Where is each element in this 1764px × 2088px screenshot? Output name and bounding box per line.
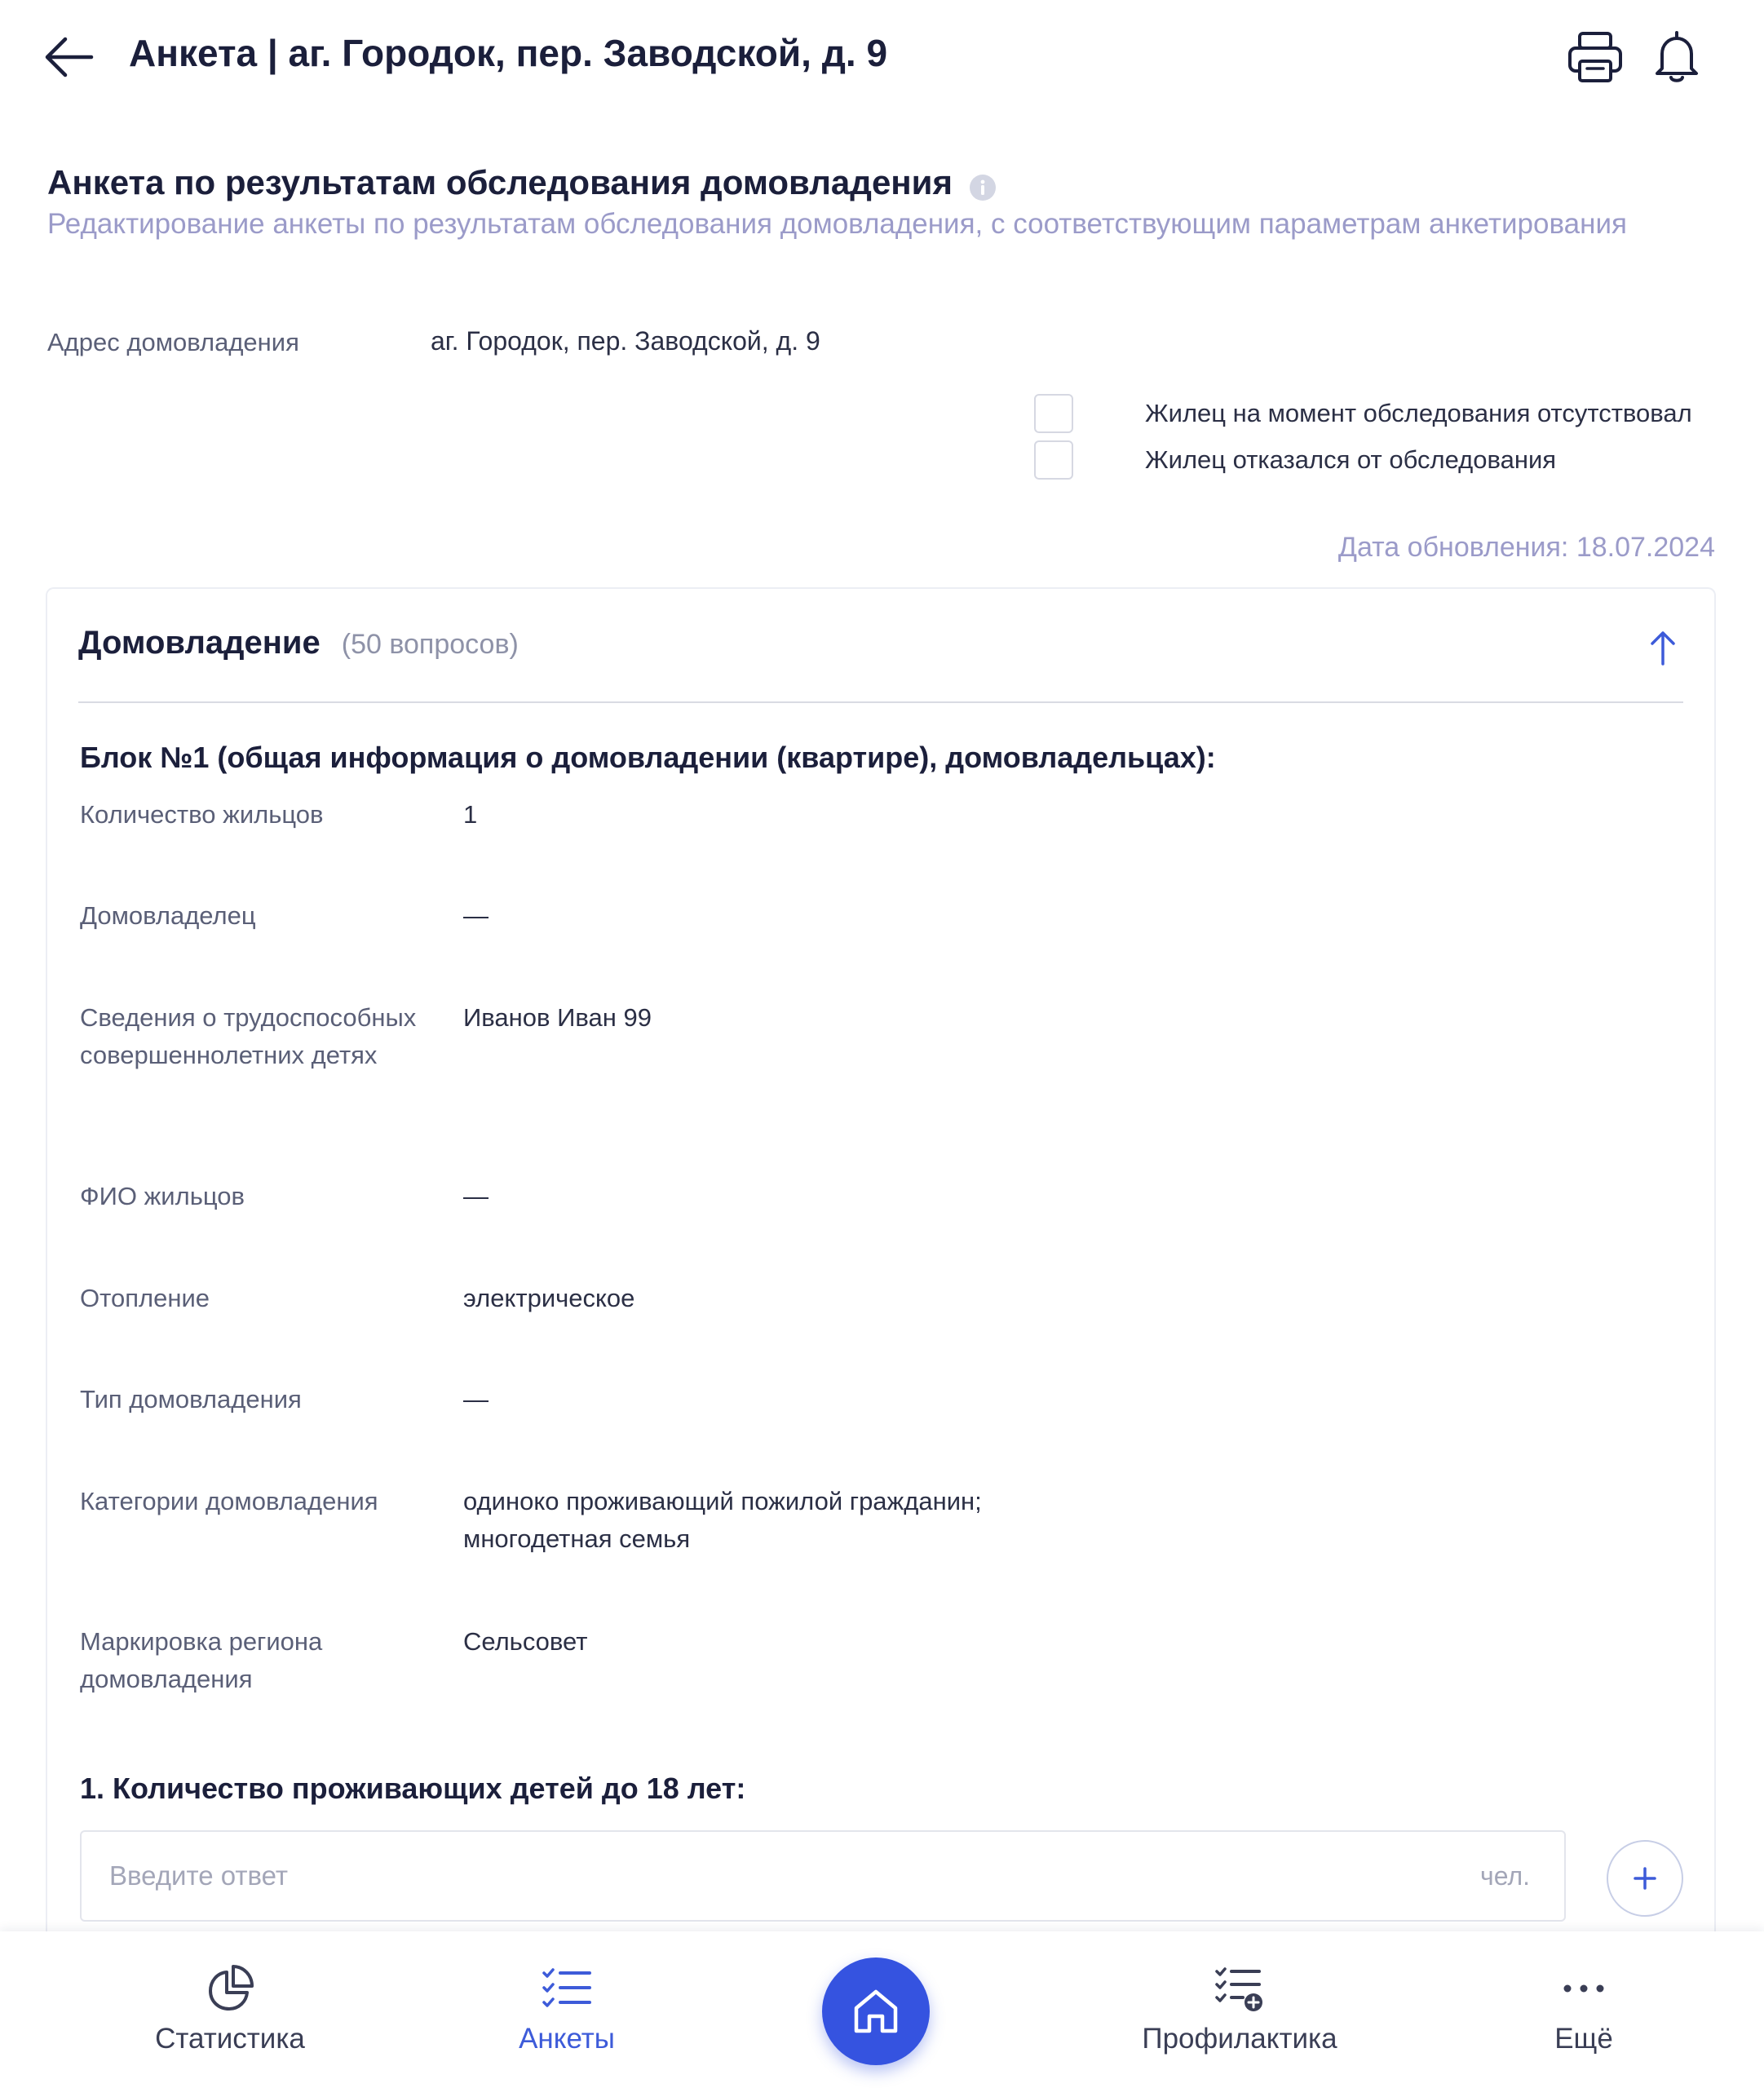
arrow-left-icon	[41, 33, 98, 82]
field-label-household-categories: Категории домовладения	[80, 1487, 378, 1515]
address-value: аг. Городок, пер. Заводской, д. 9	[431, 326, 820, 356]
home-button[interactable]	[822, 1958, 930, 2065]
header-title: Анкета | аг. Городок, пер. Заводской, д. 9	[129, 32, 888, 74]
bell-icon	[1647, 28, 1706, 86]
page-subtitle: Редактирование анкеты по результатам обследования домовладения, с соответствующим параметрам анкетирования	[47, 208, 1627, 240]
plus-icon	[1633, 1866, 1657, 1891]
nav-label-questionnaires: Анкеты	[519, 2023, 615, 2055]
update-date: Дата обновления: 18.07.2024	[1337, 532, 1715, 563]
question-title: 1. Количество проживающих детей до 18 лет:	[80, 1772, 746, 1805]
field-value-residents-count: 1	[463, 800, 478, 829]
info-icon[interactable]	[969, 170, 997, 198]
field-label-residents-count: Количество жильцов	[80, 800, 324, 829]
nav-label-prevention: Профилактика	[1142, 2023, 1337, 2055]
resident-refused-checkbox[interactable]	[1034, 440, 1073, 480]
page-title	[47, 163, 997, 202]
answer-input[interactable]	[82, 1832, 1480, 1920]
nav-label-more: Ещё	[1554, 2023, 1613, 2055]
field-value-region-marking: Сельсовет	[463, 1627, 588, 1656]
field-value-adult-children: Иванов Иван 99	[463, 1003, 652, 1032]
nav-item-more[interactable]	[1461, 1962, 1706, 2055]
resident-absent-checkbox[interactable]	[1034, 394, 1073, 433]
section-card	[46, 587, 1716, 1941]
more-dots-icon	[1558, 1962, 1610, 2015]
field-value-household-type: —	[463, 1385, 489, 1413]
bottom-nav	[0, 1931, 1764, 2088]
collapse-section-button[interactable]	[1642, 628, 1683, 669]
checklist-icon	[541, 1962, 593, 2015]
field-label-heating: Отопление	[80, 1284, 210, 1312]
field-label-owner: Домовладелец	[80, 901, 256, 930]
printer-icon	[1566, 29, 1625, 85]
arrow-up-icon	[1642, 628, 1683, 669]
nav-label-statistics: Статистика	[155, 2023, 305, 2055]
notifications-button[interactable]	[1647, 28, 1706, 86]
top-bar	[0, 0, 1764, 114]
section-divider	[78, 701, 1683, 703]
add-answer-button[interactable]	[1607, 1840, 1683, 1917]
resident-refused-label: Жилец отказался от обследования	[1145, 445, 1557, 474]
resident-absent-checkbox-row[interactable]	[1034, 394, 1692, 433]
pie-chart-icon	[204, 1962, 256, 2015]
answer-unit: чел.	[1480, 1860, 1530, 1891]
section-question-count: (50 вопросов)	[341, 629, 519, 660]
field-value-residents-names: —	[463, 1182, 489, 1210]
field-value-heating: электрическое	[463, 1284, 635, 1312]
field-value-owner: —	[463, 901, 489, 930]
field-value-household-categories: одиноко проживающий пожилой гражданин; многодетная семья	[463, 1487, 982, 1553]
checklist-add-icon	[1214, 1962, 1266, 2015]
field-label-residents-names: ФИО жильцов	[80, 1182, 245, 1210]
section-title: Домовладение	[78, 625, 321, 661]
block-title: Блок №1 (общая информация о домовладении (квартире), домовладельцах):	[80, 741, 1216, 774]
print-button[interactable]	[1566, 29, 1625, 85]
nav-item-statistics[interactable]	[108, 1962, 352, 2055]
home-icon	[850, 1985, 902, 2037]
page-title-text: Анкета по результатам обследования домовладения	[47, 163, 953, 201]
address-label: Адрес домовладения	[47, 328, 299, 356]
field-label-region-marking: Маркировка региона домовладения	[80, 1627, 323, 1693]
field-label-adult-children: Сведения о трудоспособных совершеннолетних детях	[80, 1003, 417, 1069]
back-button[interactable]	[41, 33, 98, 82]
section-header[interactable]	[78, 625, 519, 661]
resident-refused-checkbox-row[interactable]	[1034, 440, 1556, 480]
resident-absent-label: Жилец на момент обследования отсутствовал	[1145, 399, 1692, 427]
field-label-household-type: Тип домовладения	[80, 1385, 302, 1413]
answer-field	[80, 1830, 1566, 1922]
nav-item-questionnaires[interactable]	[444, 1962, 689, 2055]
nav-item-prevention[interactable]	[1117, 1962, 1362, 2055]
